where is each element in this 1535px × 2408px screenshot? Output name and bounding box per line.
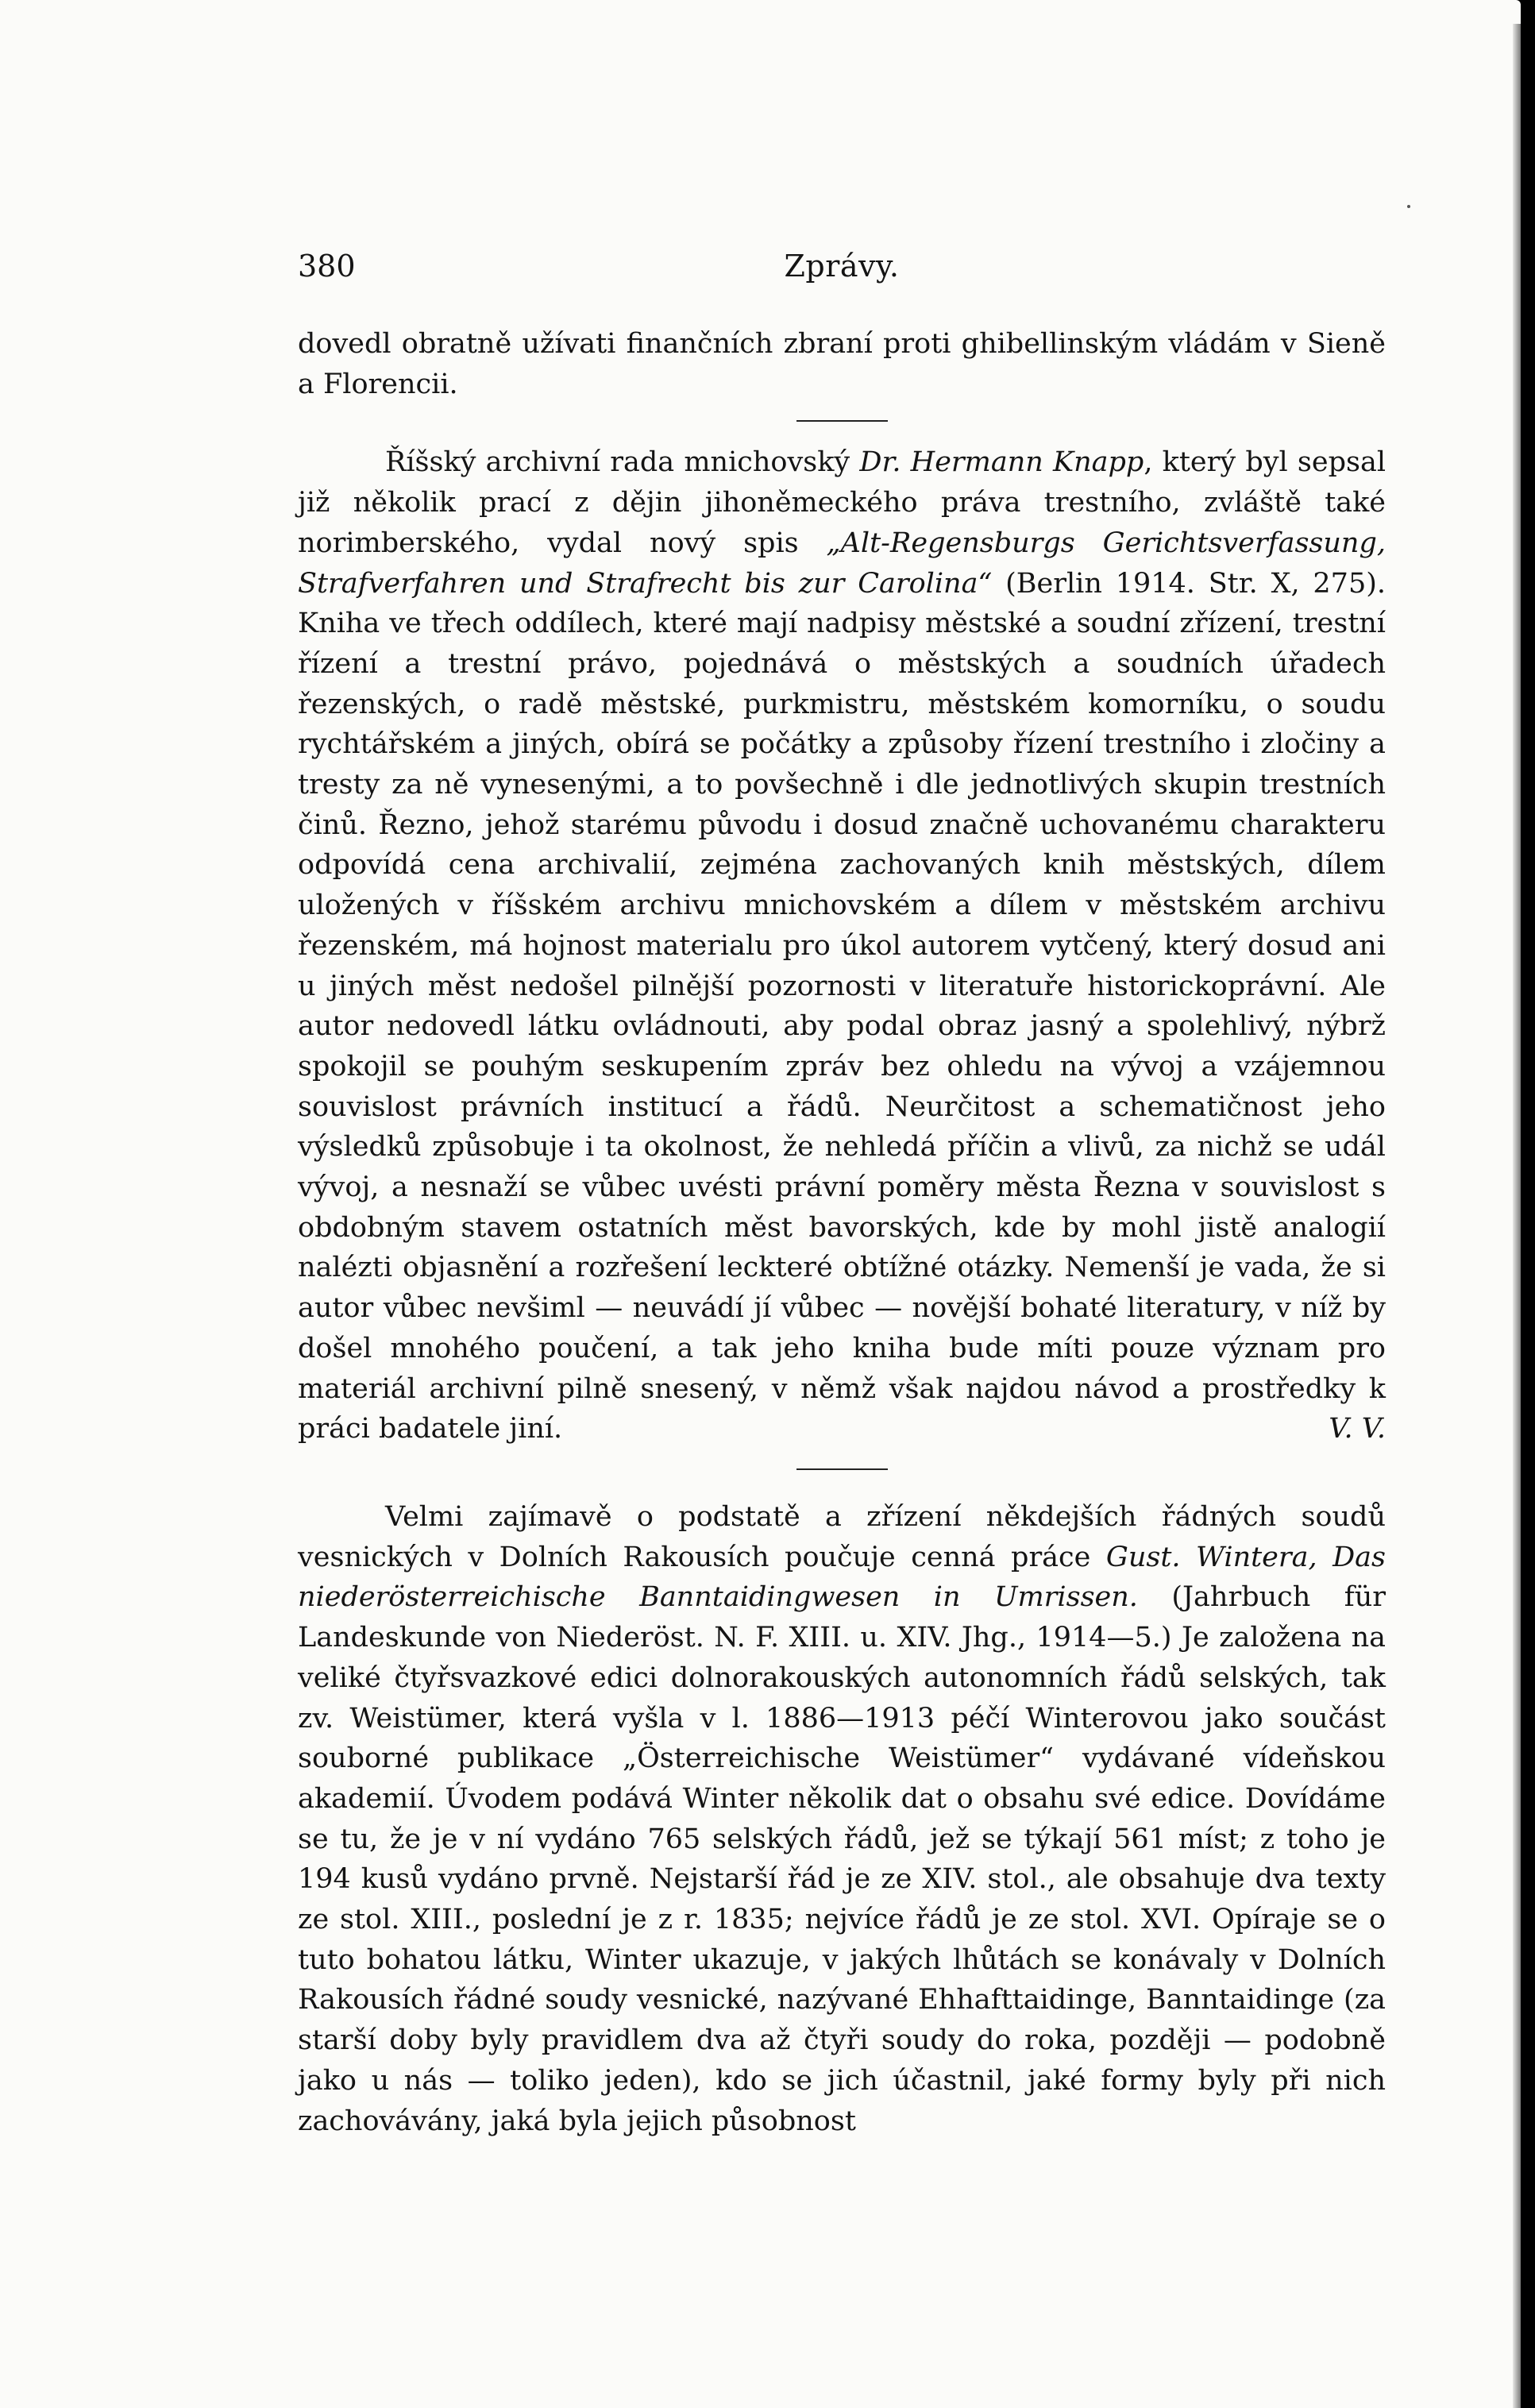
running-title: Zprávy. <box>784 249 900 284</box>
text-run: Velmi zajímavě o podstatě a zřízení někdejších řádných soudů vesnických v Dolních Rakousích poučuje cenná práce <box>298 1500 1386 1573</box>
review-knapp <box>298 442 1386 1449</box>
text-run: Říšský archivní rada mnichovský <box>385 446 860 479</box>
section-divider <box>796 420 888 422</box>
book-title: Gust. Wintera, Das niederösterreichische Banntaidingwesen in Umrissen. <box>298 1541 1387 1614</box>
text-run: (Jahrbuch für Landeskunde von Niederöst. N. F. XIII. u. XIV. Jhg., 1914—5.) Je založena na veliké čtyřsvazkové edici dolnorakouských autonomních řádů selských, tak zv. Weistümer, která vyšla v l. 1886—1913 péčí Winterovou jako součást souborné publikace „Österreichische Weistümer“ vydávané vídeňskou akademií. Úvodem podává Winter několik dat o obsahu své edice. Dovídáme se tu, že je v ní vydáno 765 selských řádů, jež se týkají 561 míst; z toho je 194 kusů vydáno prvně. Nejstarší řád je ze XIV. stol., ale obsahuje dva texty ze stol. XIII., poslední je z r. 1835; nejvíce řádů je ze stol. XVI. Opíraje se o tuto bohatou látku, Winter ukazuje, v jakých lhůtách se konávaly v Dolních Rakousích řádné soudy vesnické, nazývané Ehhafttaidinge, Banntaidinge (za starší doby byly pravidlem dva až čtyři soudy do roka, později — podobně jako u nás — toliko jeden), kdo se jich účastnil, jaké formy byly při nich zachovávány, jaká byla jejich působnost <box>298 1581 1386 2137</box>
paragraph-continuation: dovedl obratně užívati finančních zbraní proti ghibellinským vládám v Sieně a Florencii. <box>298 328 1386 400</box>
page-header <box>298 242 1386 290</box>
book-title: „Alt-Regensburgs Gerichtsverfassung, Strafverfahren und Strafrecht bis zur Carolina“ <box>298 527 1386 600</box>
paragraph-knapp <box>298 442 1386 1449</box>
author-name: Dr. Hermann Knapp <box>859 446 1144 479</box>
page-number: 380 <box>298 249 356 284</box>
section-divider <box>796 1468 888 1470</box>
text-run: , který byl sepsal již několik prací z dějin jihoněmeckého práva trestního, zvláště také norimberského, vydal nový spis <box>298 446 1387 559</box>
speck <box>1407 205 1410 208</box>
body-text <box>298 324 1386 2141</box>
signature: V. V. <box>1329 1413 1386 1445</box>
page-edge-shadow <box>1513 24 1522 2408</box>
paragraph-winter <box>298 1497 1386 2141</box>
text-run: (Berlin 1914. Str. X, 275). Kniha ve třech oddílech, které mají nadpisy městské a soudní zřízení, trestní řízení a trestní právo, pojednává o městských a soudních úřadech řezenských, o radě městské, purkmistru, městském komorníku, o soudu rychtářském a jiných, obírá se počátky a způsoby řízení trestního i zločiny a tresty za ně vynesenými, a to povšechně i dle jednotlivých skupin trestních činů. Řezno, jehož starému původu i dosud značně uchovanému charakteru odpovídá cena archivalií, zejména zachovaných knih městských, dílem uložených v říšském archivu mnichovském a dílem v městském archivu řezenském, má hojnost materialu pro úkol autorem vytčený, který dosud ani u jiných měst nedošel pilnější pozornosti v literatuře historickoprávní. Ale autor nedovedl látku ovládnouti, aby podal obraz jasný a spolehlivý, nýbrž spokojil se pouhým seskupením zpráv bez ohledu na vývoj a vzájemnou souvislost právních institucí a řádů. Neurčitost a schematičnost jeho výsledků způsobuje i ta okolnost, že nehledá příčin a vlivů, za nichž se udál vývoj, a nesnaží se vůbec uvésti právní poměry města Řezna v souvislost s obdobným stavem ostatních měst bavorských, kde by mohl jistě analogií nalézti objasnění a rozřešení leckteré obtížné otázky. Nemenší je vada, že si autor vůbec nevšiml — neuvádí jí vůbec — novější bohaté literatury, v níž by došel mnohého poučení, a tak jeho kniha bude míti pouze význam pro materiál archivní pilně snesený, v němž však najdou návod a prostředky k práci badatele jiní. <box>298 567 1386 1445</box>
